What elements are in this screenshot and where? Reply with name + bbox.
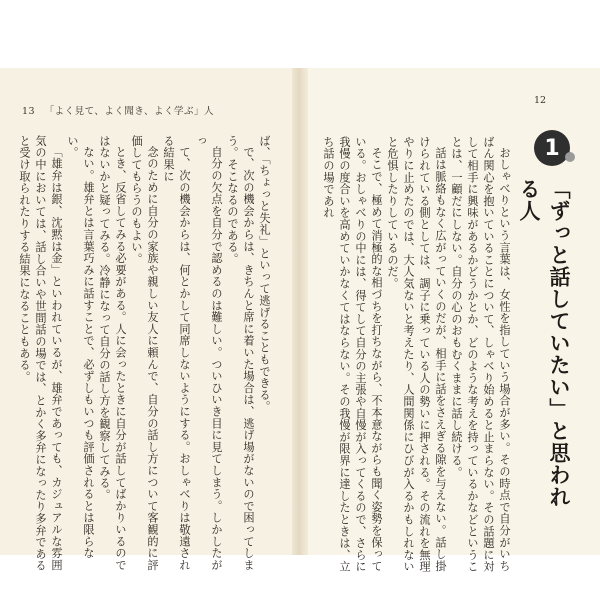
chapter-number-badge: 1	[534, 130, 570, 166]
paragraph: 「雄弁は銀、沈黙は金」といわれているが、雄弁であっても、カジュアルな雰囲気の中においては、話し合いや世間話の場では、とかく多弁になったり多弁であると受け取られたりする結果になることもある。	[18, 135, 63, 572]
paragraph: とき、反省してみる必要がある。人に会ったときに自分が話してばかりいるのではないかと疑ってみる。冷静になって自分の話し方を観察してみる。	[98, 135, 127, 571]
paragraph: ば、「ちょっと失礼」といって逃げることもできる。	[258, 135, 271, 413]
left-body-text	[18, 135, 272, 575]
right-page-number: 12	[534, 95, 547, 106]
paragraph: 念のために自分の家族や親しい友人に頼んで、自分の話し方について客観的に評価してもらうのもよい。	[130, 135, 159, 571]
running-head-title: 「よく見て、よく聞き、よく学ぶ」人	[44, 106, 215, 117]
paragraph: おしゃべりという言葉は、女性を指していう場合が多い。その時点で自分がいちばん関心を抱いていることについて、しゃべり始めると止まらない。その話題に対して相手に興味があるかどうかとか、どのような考えを持っているかなどということは、一顧だにしない。自分の心のおもむくままに話し続ける。	[450, 136, 511, 573]
book-gutter	[292, 68, 308, 555]
chapter-title: 「ずっと話していたい」と思われる人	[517, 178, 571, 508]
paragraph: 自分の欠点を自分で認めるのは難しい。ついひいき目に見てしまう。しかしたがっ	[194, 135, 223, 571]
paragraph: で、次の機会からは、きちんと席に着いた場合は、逃げ場がないので困ってしまう。そこなるのである。	[226, 135, 255, 571]
paragraph: 話は脈絡もなく広がっていくのだが、相手に話をさえぎる隙を与えない。話し掛けられている側としては、調子に乗っている人の勢いに押される。その流れを無理やりに止めたのでは、大人気ないと考えたり、人間関係にひびが入るかもしれないと危惧したりしているのだ。	[386, 136, 447, 573]
paragraph: て、次の機会からは、何とかして同席しないようにする。おしゃべりは敬遠される結果に	[162, 135, 191, 571]
left-page-number: 13	[22, 106, 36, 117]
running-head	[22, 103, 214, 117]
paragraph: ない。雄弁とは言葉巧みに話すことで、必ずしもいつも評価されるとは限らない。	[66, 135, 95, 560]
right-body-text	[312, 136, 512, 576]
paragraph: そこで、極めて消極的な相づちを打ちながら、不本意ながらも聞く姿勢を保っている。おしゃべりの中には、得てして自分の主張や自慢が入ってくるので、さらに我慢の度合いを高めていかなくてはならない。その我慢が限界に達したときは、立ち話の場であれ	[322, 136, 383, 573]
